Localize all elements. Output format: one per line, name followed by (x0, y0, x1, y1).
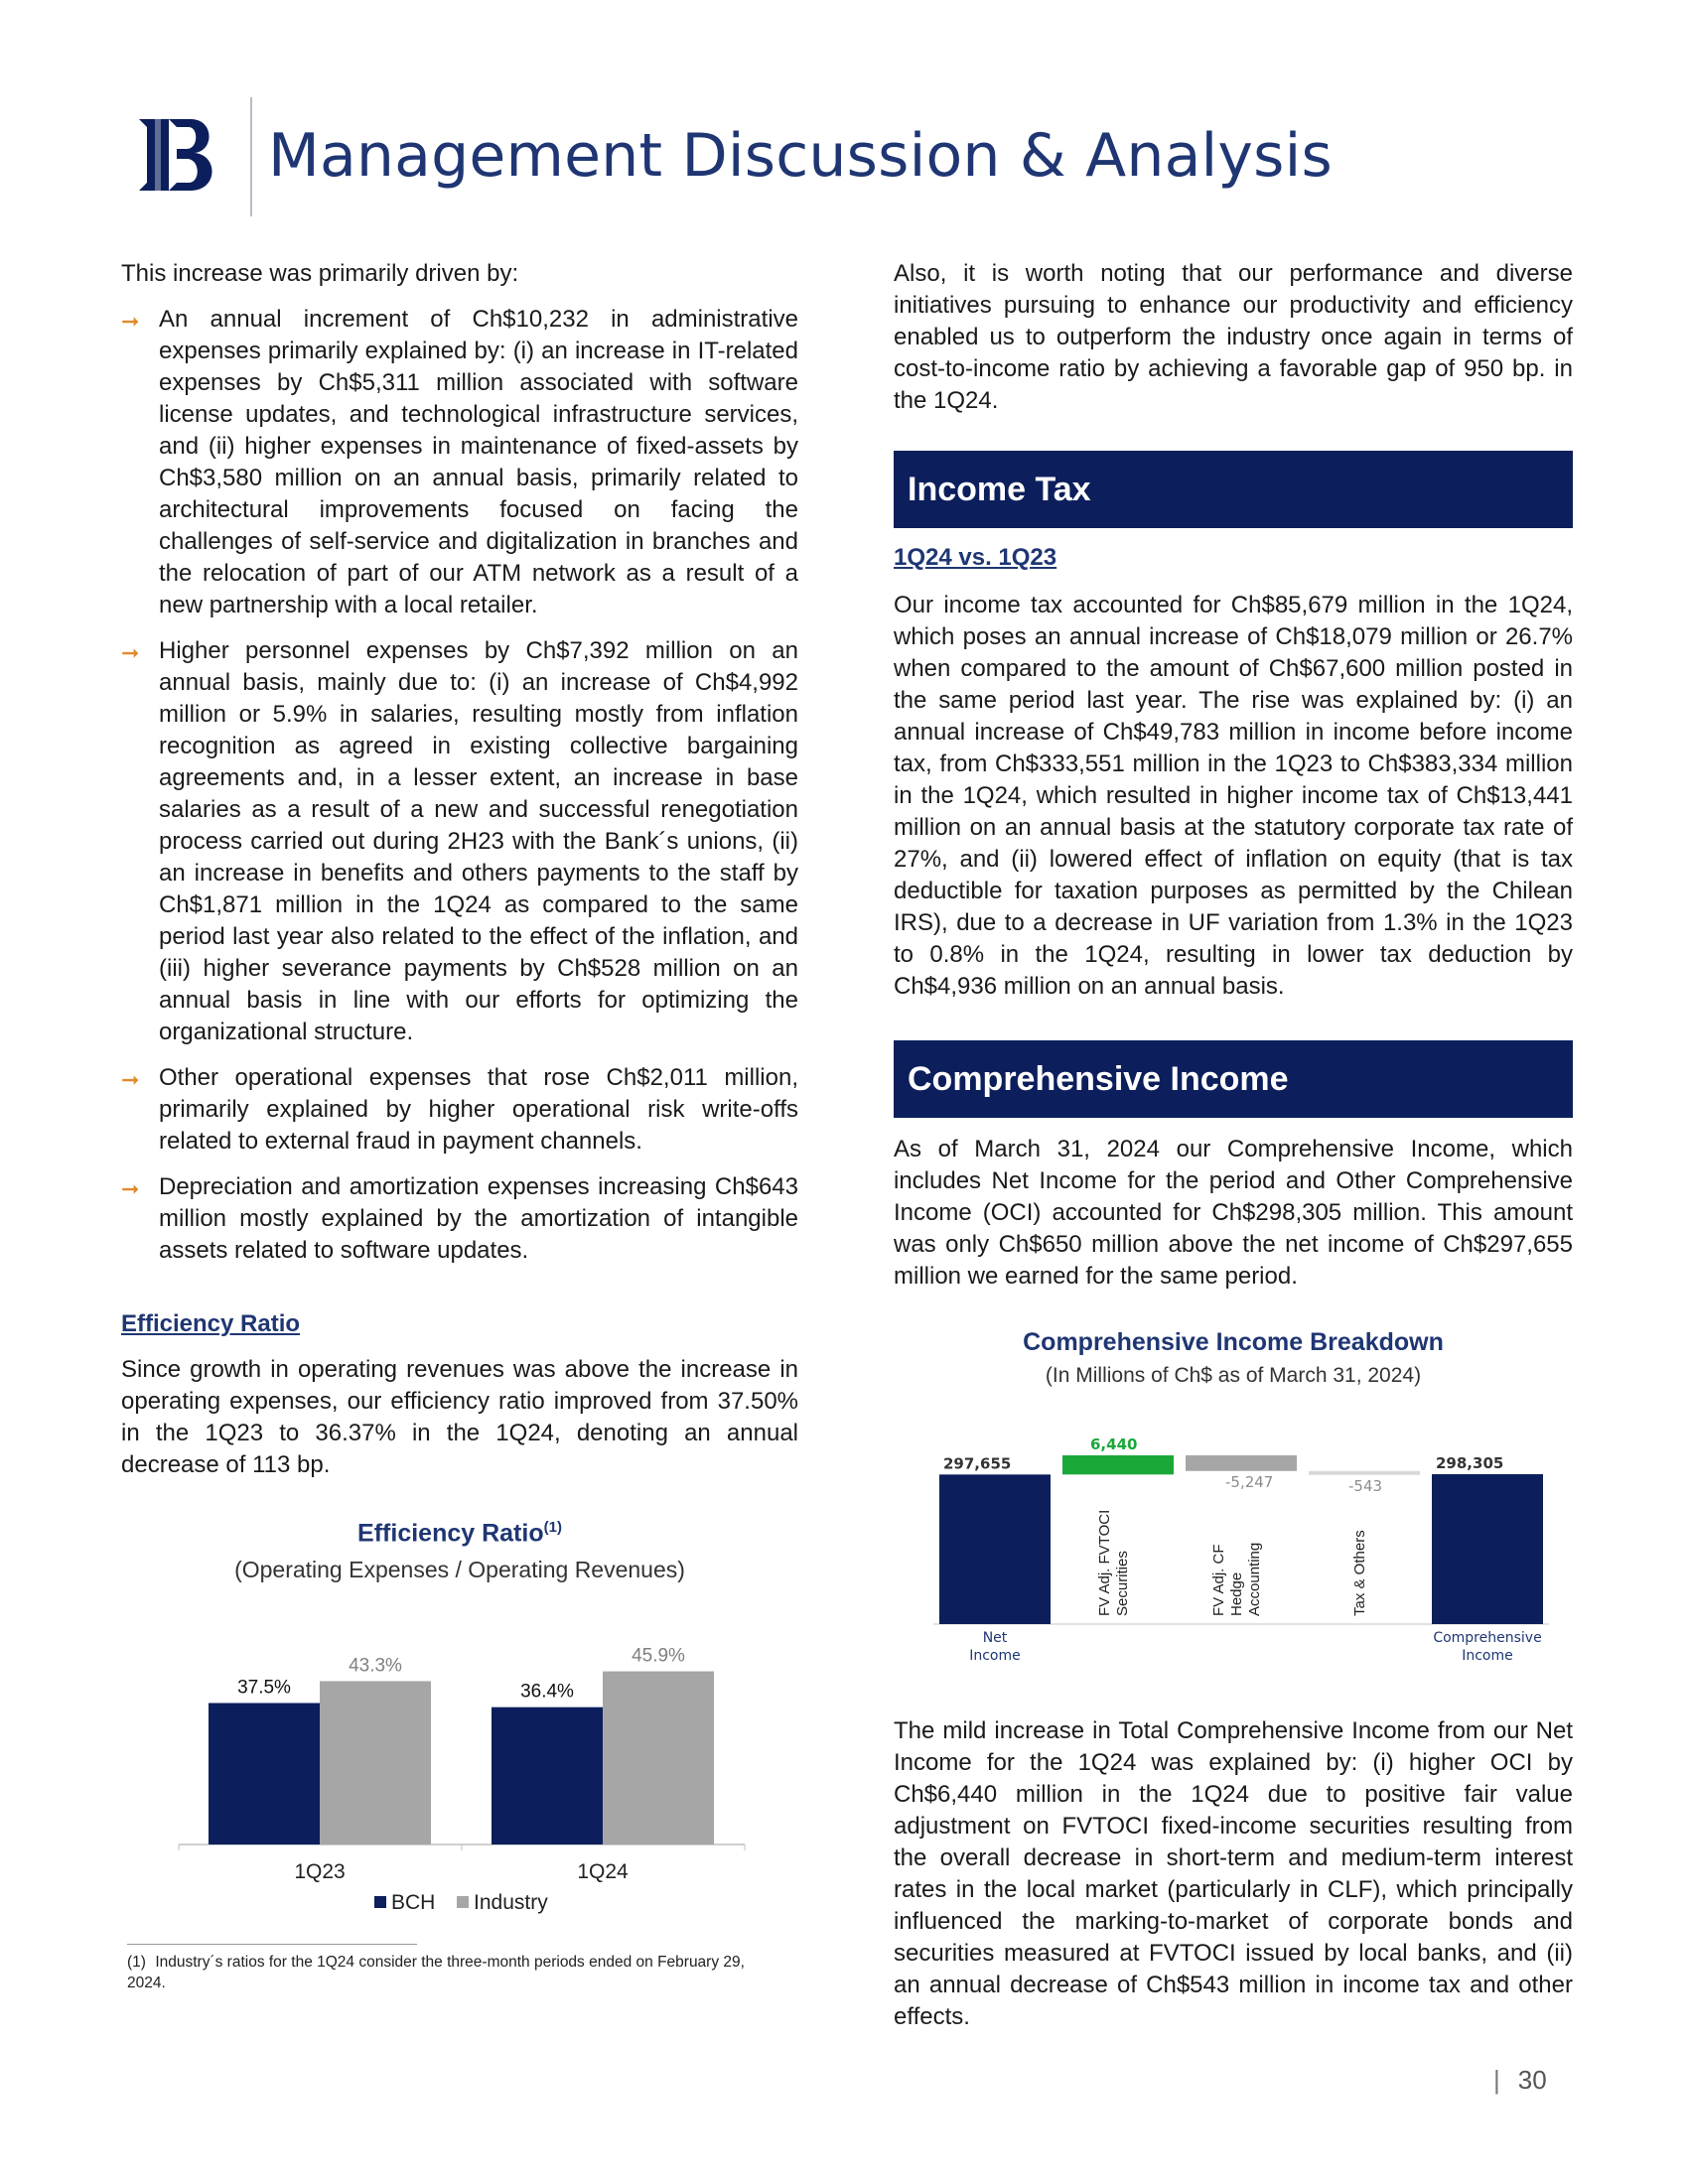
bar-value-label: 45.9% (632, 1645, 685, 1667)
header-divider (250, 97, 252, 216)
bar-value-label: 36.4% (520, 1681, 574, 1703)
waterfall-bar-delta (1309, 1471, 1420, 1475)
arrow-bullet-icon: ➞ (121, 309, 140, 334)
expense-drivers-list (121, 304, 798, 1267)
page-number (1493, 2065, 1547, 2096)
waterfall-value-label: 297,655 (943, 1454, 1012, 1473)
footnote-marker: (1) (127, 1954, 146, 1971)
arrow-bullet-icon: ➞ (121, 640, 140, 665)
waterfall-category-label: Income (1462, 1648, 1513, 1664)
bank-logo (129, 107, 224, 203)
arrow-bullet-icon: ➞ (121, 1067, 140, 1092)
list-item: ➞ Depreciation and amortization expenses increasing Ch$643 million mostly explained by the amortization of intangible assets related to software updates. (121, 1173, 798, 1264)
intro-text: This increase was primarily driven by: (121, 260, 519, 287)
income-tax-section-header: Income Tax (894, 451, 1573, 528)
bar-value-label: 37.5% (237, 1677, 291, 1699)
legend-swatch-bch (374, 1896, 386, 1908)
bar-industry-1q23 (320, 1681, 431, 1844)
income-tax-text: Our income tax accounted for Ch$85,679 million in the 1Q24, which poses an annual increase of Ch$18,079 million or 26.7% when compared to the amount of Ch$67,600 million posted in the same period last year. The rise was explained by: (i) an annual increase of Ch$49,783 million in income before income tax, from Ch$333,551 million in the 1Q23 to Ch$383,334 million in the 1Q24, which resulted in higher income tax of Ch$13,441 million on an annual basis at the statutory corporate tax rate of 27%, and (ii) lowered effect of inflation on equity (that is tax deductible for taxation purposes as permitted by the Chilean IRS), due to a decrease in UF variation from 1.3% in the 1Q23 to 0.8% in the 1Q24, resulting in lower tax deduction by Ch$4,936 million on an annual basis. (894, 592, 1573, 1000)
waterfall-category-label: Income (969, 1648, 1021, 1664)
list-item: ➞ Higher personnel expenses by Ch$7,392 million on an annual basis, mainly due to: (i) an increase of Ch$4,992 million or 5.9% in salaries, resulting mostly from inflation recognition as agreed in existing collective bargaining agreements and, in a lesser extent, an increase in base salaries as a result of a new and successful renegotiation process carried out during 2H23 with the Bank´s unions, (ii) an increase in benefits and others payments to the staff by Ch$1,871 million in the 1Q24 as compared to the same period last year also related to the effect of the inflation, and (iii) higher severance payments by Ch$528 million on an annual basis in line with our efforts for optimizing the organizational structure. (121, 637, 798, 1045)
x-tick-label-1q24: 1Q24 (577, 1860, 629, 1883)
list-item: ➞ An annual increment of Ch$10,232 in administrative expenses primarily explained by: (i) an increase in IT-related expenses by Ch$5,311 million associated with software license updates, and technological infrastructure services, and (ii) higher expenses in maintenance of fixed-assets by Ch$3,580 million on an annual basis, primarily related to architectural improvements focused on facing the challenges of self-service and digitalization in branches and the relocation of part of our ATM network as a result of a new partnership with a local retailer. (121, 306, 798, 618)
closing-text: The mild increase in Total Comprehensive Income from our Net Income for the 1Q24 was explained by: (i) higher OCI by Ch$6,440 million in the 1Q24 due to positive fair value adjustment on FVTOCI fixed-income securities resulting from the overall decrease in short-term and medium-term interest rates in the local market (particularly in CLF), which principally influenced the marking-to-market of corporate bonds and securities measured at FVTOCI issued by local banks, and (ii) an annual decrease of Ch$543 million in income tax and other effects. (894, 1717, 1573, 2030)
waterfall-value-label: -543 (1348, 1476, 1383, 1495)
waterfall-category-label: FV Adj. CF (1210, 1544, 1227, 1616)
waterfall-bar-delta (1062, 1455, 1174, 1474)
bar-bch-1q23 (209, 1704, 320, 1845)
page-number-value: 30 (1517, 2065, 1547, 2095)
efficiency-ratio-chart (169, 1628, 755, 1916)
comprehensive-chart-subtitle: (In Millions of Ch$ as of March 31, 2024) (1045, 1364, 1422, 1387)
efficiency-ratio-heading: Efficiency Ratio (121, 1310, 301, 1337)
waterfall-category-label: Hedge (1228, 1571, 1245, 1616)
bar-industry-1q24 (603, 1672, 714, 1844)
waterfall-category-label: Securities (1114, 1551, 1131, 1616)
x-tick-label-1q23: 1Q23 (294, 1860, 346, 1883)
left-column (121, 258, 798, 1281)
footnote-rule (127, 1944, 417, 1945)
comprehensive-income-chart (923, 1420, 1559, 1698)
legend-swatch-industry (457, 1896, 469, 1908)
page-number-divider: | (1493, 2065, 1500, 2095)
legend-label-industry: Industry (474, 1891, 548, 1914)
waterfall-bar-delta (1186, 1455, 1297, 1471)
efficiency-ratio-text: Since growth in operating revenues was above the increase in operating expenses, our efficiency ratio improved from 37.50% in the 1Q23 to 36.37% in the 1Q24, denoting an annual decrease of 113 bp. (121, 1356, 798, 1478)
waterfall-category-label: FV Adj. FVTOCI (1096, 1509, 1113, 1616)
bar-value-label: 43.3% (349, 1655, 402, 1677)
waterfall-value-label: -5,247 (1225, 1472, 1274, 1491)
waterfall-bar-total (1432, 1474, 1543, 1624)
legend-label-bch: BCH (391, 1891, 436, 1914)
page-title: Management Discussion & Analysis (268, 121, 1333, 191)
efficiency-chart-subtitle: (Operating Expenses / Operating Revenues) (234, 1557, 685, 1582)
efficiency-chart-title: Efficiency Ratio$^{(1)}$ (357, 1519, 562, 1548)
footnote (127, 1952, 782, 1993)
waterfall-value-label: 298,305 (1436, 1454, 1504, 1472)
footnote-text: Industry´s ratios for the 1Q24 consider the three-month periods ended on February 29, 2024. (127, 1954, 745, 1991)
waterfall-category-label: Accounting (1246, 1542, 1263, 1616)
arrow-bullet-icon: ➞ (121, 1176, 140, 1201)
right-column (894, 258, 1573, 417)
performance-text: Also, it is worth noting that our performance and diverse initiatives pursuing to enhance our productivity and efficiency enabled us to outperform the industry once again in terms of cost-to-income ratio by achieving a favorable gap of 950 bp. in the 1Q24. (894, 260, 1573, 414)
bar-bch-1q24 (492, 1707, 603, 1844)
income-tax-subheading: 1Q24 vs. 1Q23 (894, 544, 1057, 571)
comprehensive-income-section-header: Comprehensive Income (894, 1040, 1573, 1118)
comprehensive-chart-title: Comprehensive Income Breakdown (1023, 1328, 1444, 1356)
list-item: ➞ Other operational expenses that rose Ch$2,011 million, primarily explained by higher operational risk write-offs related to external fraud in payment channels. (121, 1064, 798, 1155)
waterfall-value-label: 6,440 (1090, 1435, 1138, 1454)
waterfall-category-label: Comprehensive (1433, 1630, 1542, 1646)
comprehensive-income-text: As of March 31, 2024 our Comprehensive Income, which includes Net Income for the period and Other Comprehensive Income (OCI) accounted for Ch$298,305 million. This amount was only Ch$650 million above the net income of Ch$297,655 million we earned for the same period. (894, 1136, 1573, 1290)
waterfall-bar-total (939, 1474, 1051, 1624)
waterfall-category-label: Tax & Others (1351, 1530, 1368, 1616)
waterfall-category-label: Net (982, 1630, 1008, 1646)
